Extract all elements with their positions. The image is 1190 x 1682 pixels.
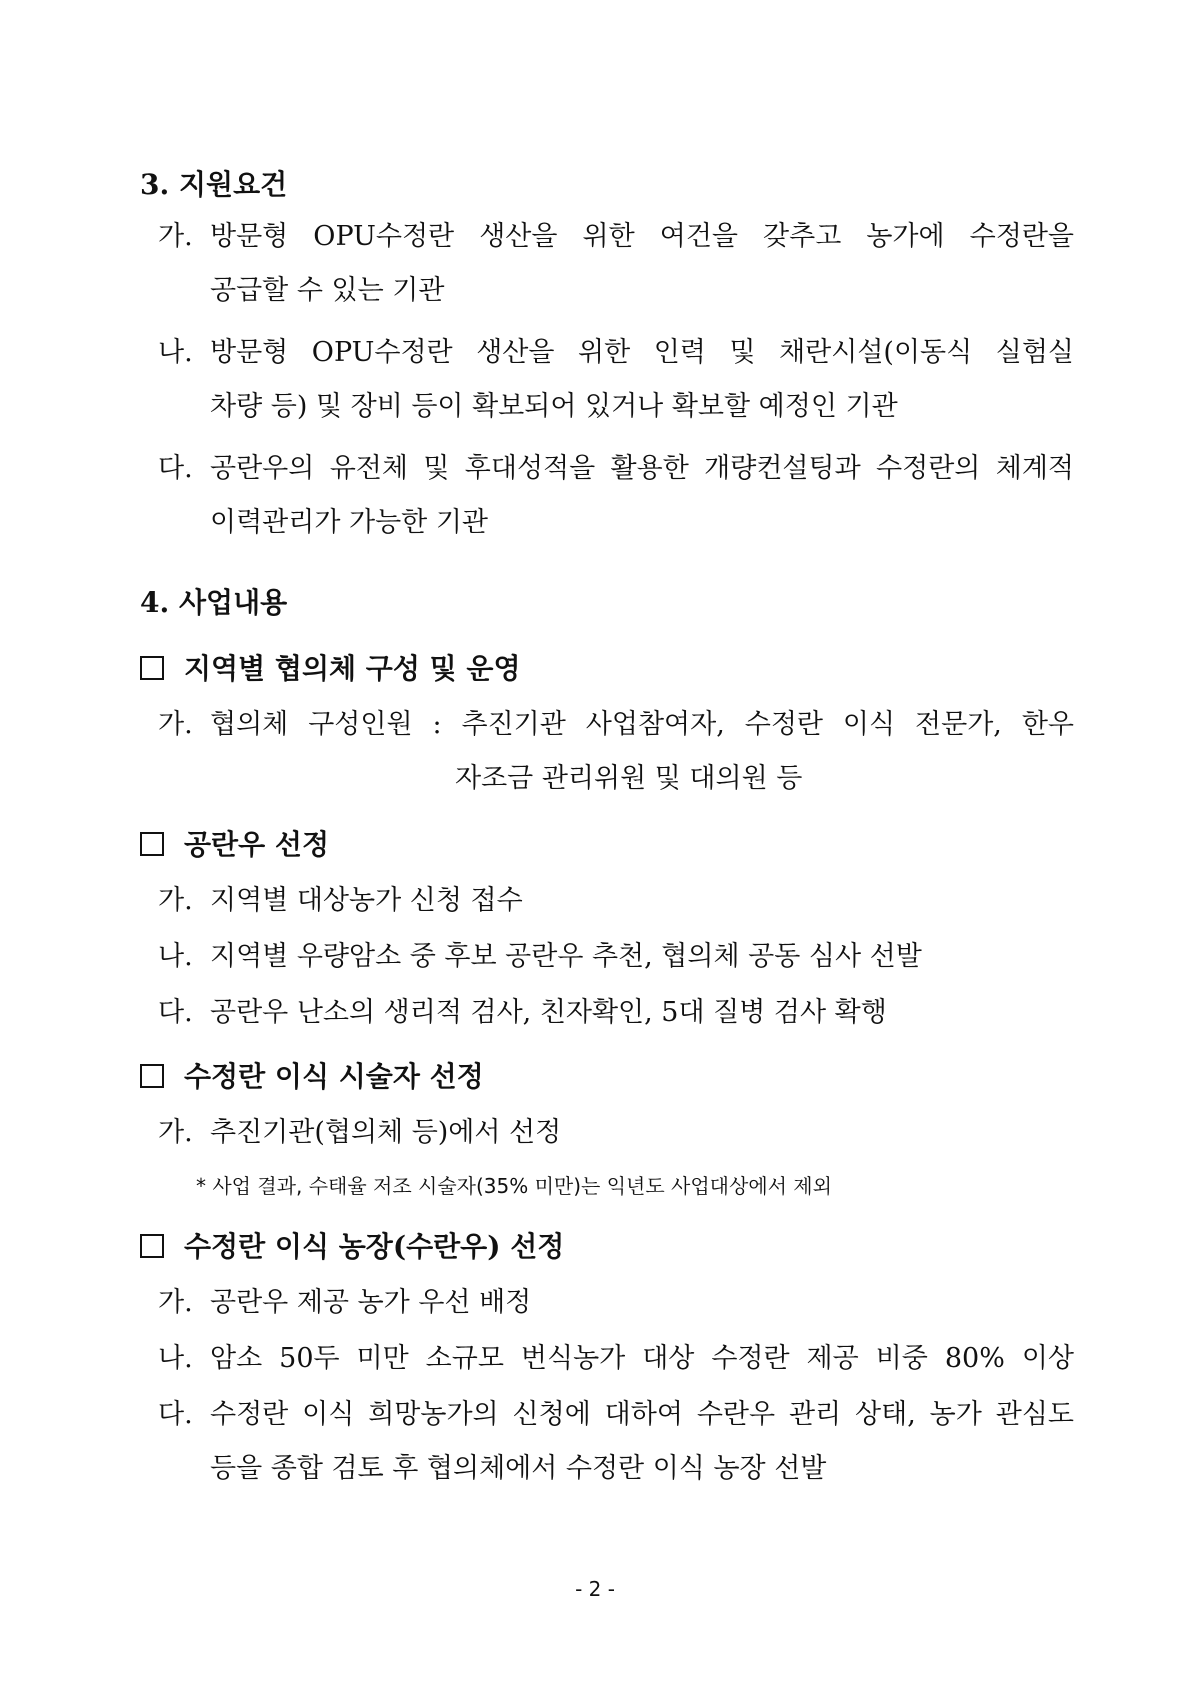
subsection-title-text: 수정란 이식 시술자 선정 xyxy=(184,1060,484,1093)
list-item-text: 방문형 OPU수정란 생산을 위한 인력 및 채란시설(이동식 실험실 xyxy=(210,337,1074,368)
list-item-continuation: 차량 등) 및 장비 등이 확보되어 있거나 확보할 예정인 기관 xyxy=(210,391,898,422)
subsection-title xyxy=(140,1230,564,1264)
list-item xyxy=(158,940,1074,974)
list-item xyxy=(158,220,1074,254)
list-item-continuation: 자조금 관리위원 및 대의원 등 xyxy=(455,763,803,794)
list-item-text: 암소 50두 미만 소규모 번식농가 대상 수정란 제공 비중 80% 이상 xyxy=(210,1343,1074,1374)
list-marker: 다. xyxy=(158,997,193,1028)
list-marker: 가. xyxy=(158,885,193,916)
list-item-text: 협의체 구성인원 : 추진기관 사업참여자, 수정란 이식 전문가, 한우 xyxy=(210,709,1074,740)
list-item-continuation: 이력관리가 가능한 기관 xyxy=(210,507,488,538)
list-item xyxy=(158,884,1074,918)
checkbox-square-icon xyxy=(140,832,164,856)
subsection-title-text: 수정란 이식 농장(수란우) 선정 xyxy=(184,1230,565,1263)
checkbox-square-icon xyxy=(140,656,164,680)
subsection-title-text: 지역별 협의체 구성 및 운영 xyxy=(184,652,521,685)
list-item-text: 지역별 대상농가 신청 접수 xyxy=(210,885,523,916)
list-item-text: 공란우 제공 농가 우선 배정 xyxy=(210,1287,532,1318)
list-item xyxy=(158,708,1074,742)
section-heading-3: 3. 지원요건 xyxy=(140,168,288,201)
list-item-text: 공란우의 유전체 및 후대성적을 활용한 개량컨설팅과 수정란의 체계적 xyxy=(210,453,1074,484)
list-item-text: 추진기관(협의체 등)에서 선정 xyxy=(210,1117,562,1148)
list-marker: 가. xyxy=(158,1287,193,1318)
list-item-text: 공란우 난소의 생리적 검사, 친자확인, 5대 질병 검사 확행 xyxy=(210,997,887,1028)
subsection-title xyxy=(140,828,329,862)
list-item xyxy=(158,1398,1074,1432)
list-item-text: 방문형 OPU수정란 생산을 위한 여건을 갖추고 농가에 수정란을 xyxy=(210,221,1074,252)
list-marker: 나. xyxy=(158,941,193,972)
section-heading-4: 4. 사업내용 xyxy=(140,586,288,619)
list-marker: 다. xyxy=(158,453,193,484)
list-marker: 가. xyxy=(158,1117,193,1148)
list-item-text: 수정란 이식 희망농가의 신청에 대하여 수란우 관리 상태, 농가 관심도 xyxy=(210,1399,1074,1430)
list-item xyxy=(158,1286,1074,1320)
list-marker: 가. xyxy=(158,709,193,740)
list-item-text: 지역별 우량암소 중 후보 공란우 추천, 협의체 공동 심사 선발 xyxy=(210,941,922,972)
checkbox-square-icon xyxy=(140,1064,164,1088)
list-item xyxy=(158,452,1074,486)
list-marker: 가. xyxy=(158,221,193,252)
footnote: * 사업 결과, 수태율 저조 시술자(35% 미만)는 익년도 사업대상에서 제외 xyxy=(196,1174,832,1198)
list-marker: 다. xyxy=(158,1399,193,1430)
list-item xyxy=(158,1116,1074,1150)
list-item-continuation: 등을 종합 검토 후 협의체에서 수정란 이식 농장 선발 xyxy=(210,1453,827,1484)
checkbox-square-icon xyxy=(140,1234,164,1258)
list-marker: 나. xyxy=(158,1343,193,1374)
page-number: - 2 - xyxy=(575,1577,615,1601)
list-item xyxy=(158,1342,1074,1376)
list-item-continuation: 공급할 수 있는 기관 xyxy=(210,275,445,306)
list-marker: 나. xyxy=(158,337,193,368)
subsection-title xyxy=(140,652,521,686)
subsection-title xyxy=(140,1060,484,1094)
list-item xyxy=(158,336,1074,370)
subsection-title-text: 공란우 선정 xyxy=(184,828,329,861)
list-item xyxy=(158,996,1074,1030)
